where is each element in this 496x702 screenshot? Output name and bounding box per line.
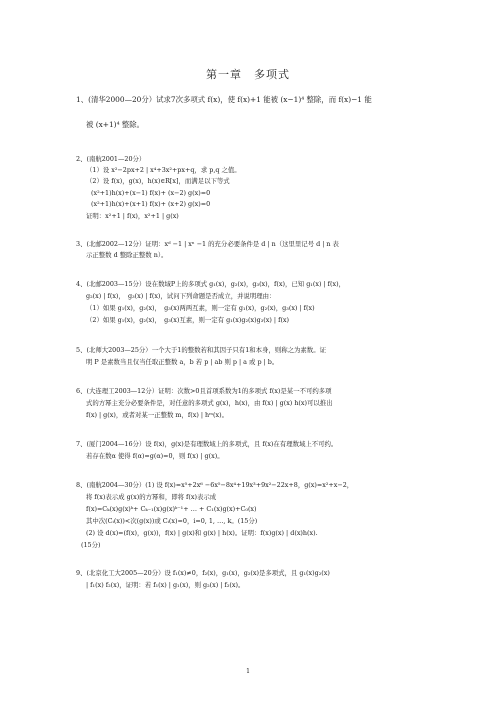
page-number: 1: [246, 668, 250, 675]
problem-2-equation-2: (x²+1)h(x)+(x+1) f(x)+ (x+2) g(x)=0: [91, 200, 211, 208]
problem-8-line-1: 8、(南航2004—30分）(1) 设 f(x)=x⁵+2x⁶ −6x⁵−8x⁴+19x³+9x²−22x+8，g(x)=x²+x−2，: [76, 481, 354, 489]
problem-2-proof: 证明：x²+1 | f(x)，x²+1 | g(x): [86, 212, 179, 220]
problem-3-line-2: 示正整数 d 整除正整数 n）。: [86, 251, 168, 259]
problem-6-line-1: 6、(大连理工2003—12分）证明：次数>0且首项系数为1的多项式 f(x)是某一不可约多项: [76, 387, 332, 395]
problem-8-formula: f(x)=Cₖ(x)g(x)ᵏ+ Cₖ₋₁(x)g(x)ᵏ⁻¹+ … + C₁(x)g(x)+C₀(x): [86, 505, 257, 513]
problem-4-part-2: （2）如果 g₁(x)，g₂(x)， g₃(x)互素，则一定有 g₁(x)g₂(x)g₃(x) | f(x): [86, 316, 290, 324]
problem-8-line-4: 其中次(Cᵢ(x))<次(g(x))或 Cᵢ(x)=0，i=0, 1, …, k。(15分): [86, 517, 258, 525]
problem-1-line-1: 1、(清华2000—20分）试求7次多项式 f(x)，使 f(x)+1 能被 (x−1)⁴ 整除，而 f(x)−1 能: [76, 95, 372, 104]
problem-8-part-2: (2) 设 d(x)=(f(x)，g(x))，f(x) | g(x)和 g(x) | h(x)。证明：f(x)g(x) | d(x)h(x).: [86, 529, 318, 537]
problem-1-line-2: 被 (x+1)⁴ 整除。: [86, 120, 145, 129]
problem-2-part-2: （2）设 f(x)，g(x)，h(x)∈R[x]，而满足以下等式: [86, 177, 230, 185]
problem-4-line-1: 4、(北邮2003—15分）设在数域P上的多项式 g₁(x)，g₂(x)，g₃(x)，f(x)，已知 g₁(x) | f(x)，: [76, 280, 346, 288]
problem-7-line-2: 若存在数α 使得 f(α)=g(α)=0，则 f(x) | g(x)。: [86, 452, 224, 460]
problem-3-line-1: 3、(北邮2002—12分）证明：xᵈ −1 | xⁿ −1 的充分必要条件是 d | n（这里里记号 d | n 表: [76, 240, 339, 248]
problem-2-equation-1: (x²+1)h(x)+(x−1) f(x)+ (x−2) g(x)=0: [91, 189, 211, 197]
problem-2-heading: 2、(南航2001—20分）: [76, 155, 146, 163]
problem-8-points: (15分): [81, 541, 101, 549]
problem-8-line-2: 将 f(x)表示成 g(x)的方幂和，即将 f(x)表示成: [86, 493, 217, 501]
problem-4-part-1: （1）如果 g₁(x)，g₂(x)， g₃(x)两两互素，则一定有 g₁(x)，g₂(x)，g₃(x) | f(x): [86, 304, 315, 312]
problem-5-line-2: 明 P 是素数当且仅当任取正整数 a，b 若 p | ab 则 p | a 或 p | b。: [86, 358, 279, 366]
problem-6-line-2: 式的方幂主充分必要条件是，对任意的多项式 g(x)，h(x)，由 f(x) | g(x) h(x)可以推出: [86, 399, 333, 407]
problem-5-line-1: 5、(北师大2003—25分）一个大于1的整数若和其因子只有1和本身，则称之为素数。证: [76, 346, 326, 354]
problem-4-line-2: g₂(x) | f(x)， g₃(x) | f(x)，试问下列命题是否成立，并说明理由：: [86, 292, 276, 300]
problem-9-line-2: | f₁(x) f₂(x)，证明：若 f₁(x) | g₁(x)，则 g₂(x) | f₂(x)。: [86, 581, 245, 589]
problem-2-part-1: （1）设 x²−2px+2 | x⁴+3x²+px+q，求 p,q 之值。: [86, 166, 241, 174]
chapter-title: 第一章 多项式: [206, 68, 290, 81]
problem-7-line-1: 7、(厦门2004—16分）设 f(x)，g(x)是有理数域上的多项式，且 f(x)在有理数域上不可约。: [76, 440, 338, 448]
problem-6-line-3: f(x) | g(x)，或者对某一正整数 m，f(x) | hᵐ(x)。: [86, 411, 229, 419]
problem-9-line-1: 9、(北京化工大2005—20分）设 f₁(x)≠0，f₂(x)，g₁(x)，g₂(x)是多项式，且 g₁(x)g₂(x): [76, 569, 330, 577]
